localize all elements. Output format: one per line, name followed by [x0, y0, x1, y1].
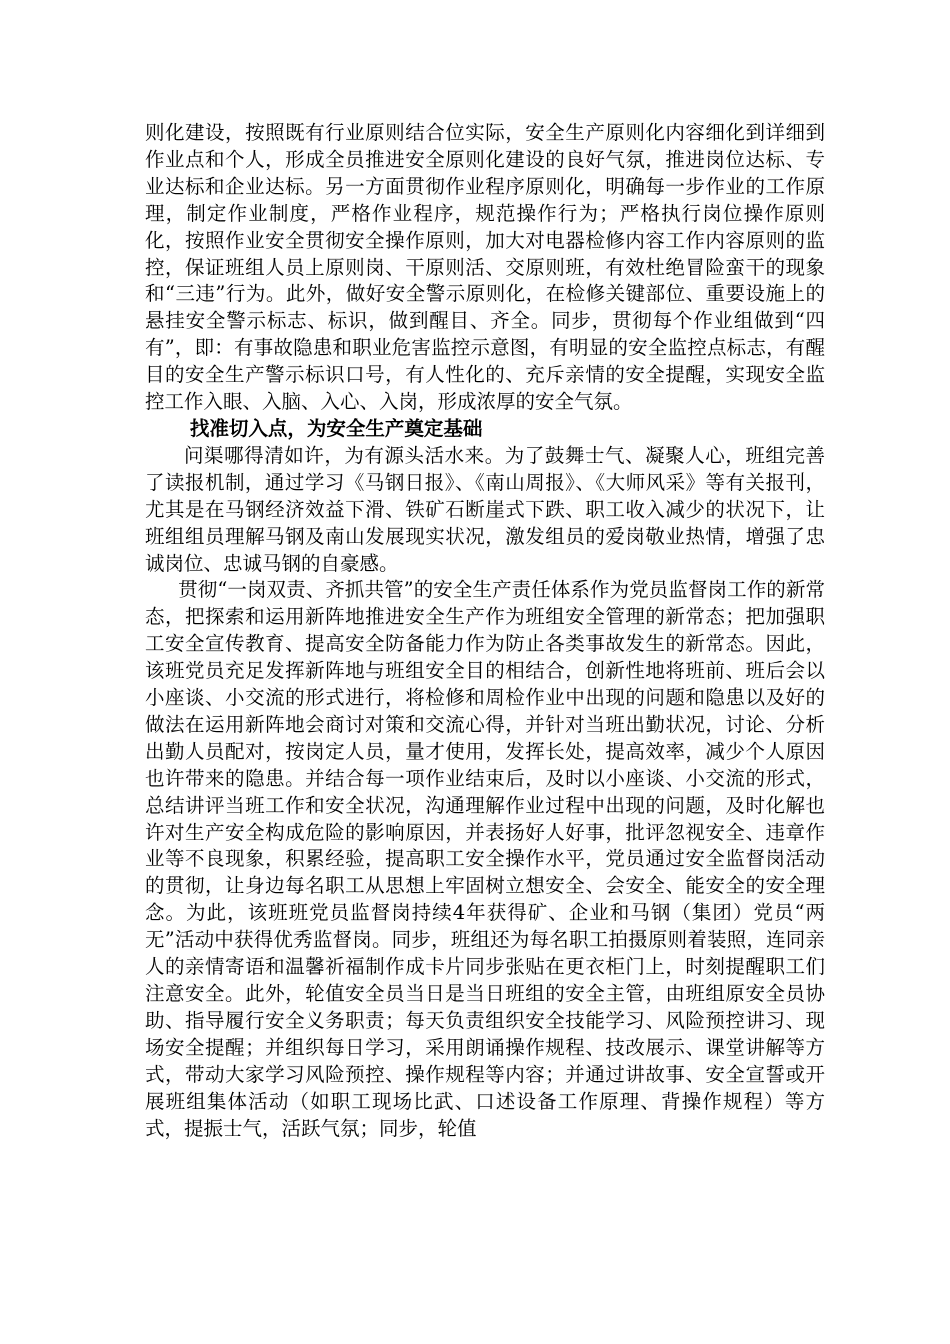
- section-heading: 找准切入点，为安全生产奠定基础: [189, 416, 483, 440]
- body-paragraph: 则化建设，按照既有行业原则结合位实际，安全生产原则化内容细化到详细到作业点和个人，形成全员推进安全原则化建设的良好气氛，推进岗位达标、专业达标和企业达标。另一方面贯彻作业程序原则化，明确每一步作业的工作原理，制定作业制度，严格作业程序，规范操作行为；严格执行岗位操作原则化，按照作业安全贯彻安全操作原则，加大对电器检修内容工作内容原则的监控，保证班组人员上原则岗、干原则活、交原则班，有效杜绝冒险蛮干的现象和“三违”行为。此外，做好安全警示原则化，在检修关键部位、重要设施上的悬挂安全警示标志、标识，做到醒目、齐全。同步，贯彻每个作业组做到“四有”，即：有事故隐患和职业危害监控示意图，有明显的安全监控点标志，有醒目的安全生产警示标识口号，有人性化的、充斥亲情的安全提醒，实现安全监控工作入眼、入脑、入心、入岗，形成浓厚的安全气氛。: [145, 121, 825, 414]
- body-paragraph: 问渠哪得清如许，为有源头活水来。为了鼓舞士气、凝聚人心，班组完善了读报机制，通过学习《马钢日报》、《南山周报》、《大师风采》等有关报刊，尤其是在马钢经济效益下滑、铁矿石断崖式下跌、职工收入减少的状况下，让班组组员理解马钢及南山发展现实状况，激发组员的爱岗敬业热情，增强了忠诚岗位、忠诚马钢的自豪感。: [145, 443, 825, 575]
- body-paragraph: 贯彻“一岗双责、齐抓共管”的安全生产责任体系作为党员监督岗工作的新常态，把探索和运用新阵地推进安全生产作为班组安全管理的新常态；把加强职工安全宣传教育、提高安全防备能力作为防止各类事故发生的新常态。因此，该班党员充足发挥新阵地与班组安全目的相结合，创新性地将班前、班后会以小座谈、小交流的形式进行，将检修和周检作业中出现的问题和隐患以及好的做法在运用新阵地会商讨对策和交流心得，并针对当班出勤状况，讨论、分析出勤人员配对，按岗定人员，量才使用，发挥长处，提高效率，减少个人原因也许带来的隐患。并结合每一项作业结束后，及时以小座谈、小交流的形式，总结讲评当班工作和安全状况，沟通理解作业过程中出现的问题，及时化解也许对生产安全构成危险的影响原因，并表扬好人好事，批评忽视安全、违章作业等不良现象，积累经验，提高职工安全操作水平，党员通过安全监督岗活动的贯彻，让身边每名职工从思想上牢固树立想安全、会安全、能安全的安全理念。为此，该班班党员监督岗持续4年获得矿、企业和马钢（集团）党员“两无”活动中获得优秀监督岗。同步，班组还为每名职工拍摄原则着装照，连同亲人的亲情寄语和温馨祈福制作成卡片同步张贴在更衣柜门上，时刻提醒职工们注意安全。此外，轮值安全员当日是当日班组的安全主管，由班组原安全员协助、指导履行安全义务职责；每天负责组织安全技能学习、风险预控讲习、现场安全提醒；并组织每日学习，采用朗诵操作规程、技改展示、课堂讲解等方式，带动大家学习风险预控、操作规程等内容；并通过讲故事、安全宣誓或开展班组集体活动（如职工现场比武、口述设备工作原理、背操作规程）等方式，提振士气，活跃气氛；同步，轮值: [145, 578, 825, 1140]
- document-page: [145, 120, 825, 1142]
